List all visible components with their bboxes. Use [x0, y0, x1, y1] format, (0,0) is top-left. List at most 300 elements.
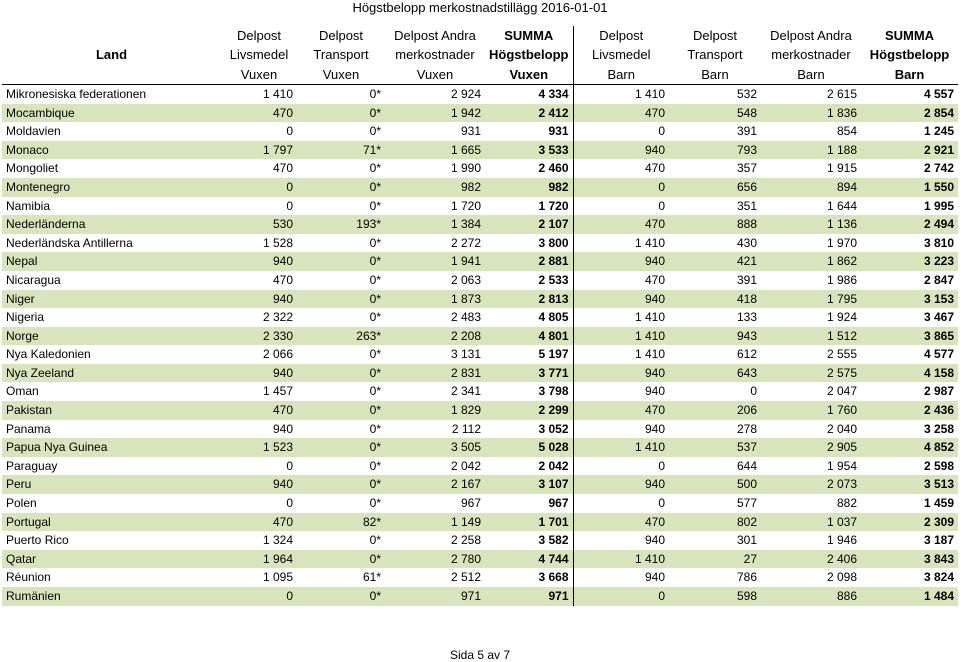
table-row: [2, 345, 958, 364]
table-row: [2, 252, 958, 271]
cell-summa-barn: 4 557: [923, 86, 954, 101]
table-row: [2, 494, 958, 513]
cell-andra-barn: 2 098: [826, 570, 857, 585]
cell-summa-vuxen: 1 720: [485, 197, 573, 216]
cell-livsmedel-barn: 1 410: [634, 347, 665, 362]
cell-transport-vuxen: 82*: [297, 513, 385, 532]
cell-transport-barn: 656: [669, 178, 761, 197]
cell-transport-barn: 351: [736, 198, 757, 213]
cell-andra-vuxen: 2 272: [450, 235, 481, 250]
cell-andra-barn: 1 970: [826, 235, 857, 250]
cell-andra-barn: 894: [761, 178, 861, 197]
cell-livsmedel-vuxen: 1 797: [221, 141, 297, 160]
header-l3: Barn: [761, 65, 861, 85]
cell-summa-barn: 2 921: [861, 141, 958, 160]
table-row: [2, 197, 958, 216]
table-body: [2, 84, 958, 605]
cell-country: Réunion: [6, 570, 51, 585]
cell-andra-barn: 1 037: [761, 513, 861, 532]
cell-livsmedel-barn: 470: [644, 272, 665, 287]
cell-transport-barn: 391: [736, 272, 757, 287]
cell-summa-vuxen: 931: [485, 122, 573, 141]
cell-summa-vuxen: 5 028: [485, 438, 573, 457]
cell-livsmedel-vuxen: 0: [286, 458, 293, 473]
cell-andra-vuxen: 1 720: [450, 198, 481, 213]
header-land: Land: [95, 47, 128, 63]
cell-transport-vuxen: 0*: [369, 272, 381, 287]
cell-country: Monaco: [2, 141, 221, 160]
cell-andra-vuxen: 2 258: [450, 533, 481, 548]
cell-country: Nepal: [2, 252, 221, 271]
cell-summa-vuxen: 2 881: [485, 252, 573, 271]
cell-transport-vuxen: 0*: [369, 161, 381, 176]
cell-summa-vuxen: 5 197: [485, 345, 573, 364]
cell-andra-barn: 1 136: [761, 215, 861, 234]
cell-livsmedel-barn: 940: [573, 290, 669, 309]
header-l2: Livsmedel: [229, 47, 289, 63]
cell-transport-vuxen: 0*: [369, 458, 381, 473]
table-row: [2, 568, 958, 587]
cell-transport-vuxen: 0*: [297, 290, 385, 309]
table-row: [2, 215, 958, 234]
cell-livsmedel-barn: 1 410: [573, 550, 669, 569]
cell-transport-vuxen: 0*: [369, 310, 381, 325]
cell-summa-vuxen: 2 412: [485, 104, 573, 123]
cell-country: Moldavien: [6, 124, 61, 139]
cell-country: Qatar: [2, 550, 221, 569]
cell-andra-barn: 854: [836, 124, 857, 139]
cell-summa-barn: 4 852: [861, 438, 958, 457]
table-row: [2, 290, 958, 309]
cell-country: Rumänien: [2, 587, 221, 606]
cell-country: Panama: [6, 421, 51, 436]
cell-livsmedel-barn: 470: [644, 161, 665, 176]
cell-andra-barn: 1 986: [826, 272, 857, 287]
cell-livsmedel-vuxen: 0: [221, 587, 297, 606]
cell-transport-barn: 500: [669, 475, 761, 494]
cell-andra-vuxen: 967: [460, 496, 481, 511]
cell-livsmedel-vuxen: 1 095: [262, 570, 293, 585]
cell-transport-vuxen: 0*: [369, 384, 381, 399]
cell-summa-vuxen: 4 334: [485, 84, 573, 103]
cell-livsmedel-vuxen: 940: [221, 475, 297, 494]
cell-transport-barn: 532: [736, 86, 757, 101]
cell-livsmedel-vuxen: 940: [221, 290, 297, 309]
cell-andra-vuxen: 2 512: [450, 570, 481, 585]
cell-livsmedel-barn: 470: [573, 104, 669, 123]
cell-andra-barn: 1 954: [826, 458, 857, 473]
cell-livsmedel-barn: 0: [573, 587, 669, 606]
cell-country: Namibia: [6, 198, 51, 213]
header-l2: merkostnader: [395, 47, 475, 63]
cell-andra-barn: 1 760: [761, 401, 861, 420]
cell-summa-vuxen: 982: [485, 178, 573, 197]
header-l1: Delpost: [599, 28, 644, 43]
cell-summa-barn: 3 187: [923, 533, 954, 548]
cell-transport-barn: 643: [669, 364, 761, 383]
cell-livsmedel-barn: 0: [573, 178, 669, 197]
cell-andra-barn: 1 795: [761, 290, 861, 309]
cell-summa-vuxen: 4 805: [485, 308, 573, 327]
cell-andra-barn: 1 644: [826, 198, 857, 213]
cell-andra-vuxen: 2 831: [385, 364, 485, 383]
cell-summa-vuxen: 2 460: [485, 159, 573, 178]
cell-country: Nya Zeeland: [2, 364, 221, 383]
cell-summa-vuxen: 967: [485, 494, 573, 513]
cell-summa-vuxen: 2 107: [485, 215, 573, 234]
cell-transport-vuxen: 0*: [369, 347, 381, 362]
cell-andra-vuxen: 1 941: [385, 252, 485, 271]
cell-summa-barn: 3 824: [923, 570, 954, 585]
cell-andra-barn: 1 924: [826, 310, 857, 325]
cell-livsmedel-vuxen: 2 066: [262, 347, 293, 362]
cell-andra-vuxen: 2 112: [451, 421, 481, 436]
cell-summa-vuxen: 3 582: [485, 531, 573, 550]
cell-andra-vuxen: 2 780: [385, 550, 485, 569]
cell-livsmedel-vuxen: 0: [286, 198, 293, 213]
cell-andra-barn: 2 615: [826, 86, 857, 101]
header-l1: Delpost: [236, 28, 282, 43]
cell-livsmedel-barn: 470: [573, 513, 669, 532]
cell-transport-vuxen: 0*: [369, 533, 381, 548]
header-l1: Delpost Andra: [770, 28, 852, 43]
header-l2: Högstbelopp: [485, 45, 573, 64]
cell-summa-vuxen: 3 533: [485, 141, 573, 160]
cell-andra-vuxen: 2 208: [385, 327, 485, 346]
cell-summa-barn: 3 467: [923, 310, 954, 325]
table-row: [2, 531, 958, 550]
cell-andra-barn: 2 555: [826, 347, 857, 362]
cell-summa-barn: 3 258: [923, 421, 954, 436]
cell-summa-barn: 2 742: [923, 161, 954, 176]
cell-livsmedel-vuxen: 940: [221, 364, 297, 383]
cell-andra-vuxen: 3 131: [450, 347, 481, 362]
header-l3: Vuxen: [221, 65, 297, 85]
cell-transport-barn: 391: [736, 124, 757, 139]
cell-summa-vuxen: 2 299: [485, 401, 573, 420]
cell-andra-barn: 1 862: [761, 252, 861, 271]
table-row: [2, 104, 958, 123]
cell-country: Nya Kaledonien: [6, 347, 91, 362]
cell-summa-barn: 1 995: [923, 198, 954, 213]
cell-summa-vuxen: 2 042: [485, 457, 573, 476]
cell-transport-barn: 27: [669, 550, 761, 569]
cell-country: Norge: [2, 327, 221, 346]
cell-andra-barn: 2 040: [826, 421, 857, 436]
cell-livsmedel-barn: 1 410: [634, 310, 665, 325]
cell-livsmedel-vuxen: 530: [221, 215, 297, 234]
table-row: [2, 364, 958, 383]
cell-transport-vuxen: 193*: [297, 215, 385, 234]
header-l1: Delpost: [318, 28, 364, 43]
cell-livsmedel-barn: 1 410: [573, 438, 669, 457]
header-land-l3: [2, 65, 221, 85]
cell-summa-barn: 1 484: [861, 587, 958, 606]
cell-andra-vuxen: 1 873: [385, 290, 485, 309]
cell-transport-vuxen: 0*: [297, 550, 385, 569]
cell-andra-vuxen: 1 384: [385, 215, 485, 234]
cell-andra-vuxen: 1 665: [385, 141, 485, 160]
cell-country: Paraguay: [6, 458, 58, 473]
cell-andra-barn: 886: [761, 587, 861, 606]
cell-livsmedel-barn: 940: [573, 475, 669, 494]
table-row: [2, 587, 958, 606]
cell-summa-barn: 2 436: [861, 401, 958, 420]
header-l1: SUMMA: [485, 26, 573, 45]
cell-transport-barn: 357: [736, 161, 757, 176]
cell-summa-vuxen: 4 801: [485, 327, 573, 346]
cell-livsmedel-vuxen: 1 410: [262, 86, 293, 101]
header-l3: Barn: [573, 65, 669, 85]
cell-andra-vuxen: 2 063: [450, 272, 481, 287]
header-l2: Livsmedel: [591, 47, 651, 63]
table-row: [2, 401, 958, 420]
table-row: [2, 550, 958, 569]
cell-livsmedel-vuxen: 940: [221, 252, 297, 271]
cell-andra-vuxen: 1 942: [385, 104, 485, 123]
table-header: [2, 26, 958, 84]
cell-livsmedel-vuxen: 470: [221, 513, 297, 532]
table-row: [2, 457, 958, 476]
header-l2: Högstbelopp: [869, 47, 950, 63]
cell-livsmedel-vuxen: 940: [272, 421, 293, 436]
cell-transport-barn: 537: [669, 438, 761, 457]
cell-transport-vuxen: 0*: [297, 178, 385, 197]
cell-livsmedel-vuxen: 2 322: [262, 310, 293, 325]
cell-country: Mongoliet: [6, 161, 59, 176]
cell-country: Mikronesiska federationen: [6, 86, 147, 101]
cell-summa-vuxen: 3 668: [485, 568, 573, 587]
cell-summa-barn: 2 598: [923, 458, 954, 473]
cell-transport-barn: 548: [669, 104, 761, 123]
cell-andra-barn: 2 905: [761, 438, 861, 457]
cell-andra-barn: 2 073: [761, 475, 861, 494]
cell-country: Polen: [6, 496, 37, 511]
header-l2: Transport: [687, 47, 743, 63]
page-number: Sida 5 av 7: [449, 648, 511, 662]
cell-summa-vuxen: 3 798: [485, 382, 573, 401]
cell-andra-vuxen: 2 483: [450, 310, 481, 325]
cell-andra-barn: 1 946: [826, 533, 857, 548]
cell-transport-vuxen: 0*: [369, 124, 381, 139]
cell-summa-barn: 4 577: [923, 347, 954, 362]
cell-transport-vuxen: 0*: [369, 198, 381, 213]
cell-transport-barn: 802: [669, 513, 761, 532]
table-row: [2, 513, 958, 532]
cell-country: Mocambique: [2, 104, 221, 123]
cell-transport-barn: 0: [750, 384, 757, 399]
cell-country: Nederländska Antillerna: [6, 235, 133, 250]
cell-livsmedel-vuxen: 470: [272, 161, 293, 176]
cell-summa-vuxen: 971: [485, 587, 573, 606]
cell-country: Nigeria: [6, 310, 45, 325]
cell-livsmedel-vuxen: 1 324: [262, 533, 293, 548]
cell-andra-vuxen: 1 149: [385, 513, 485, 532]
cell-transport-vuxen: 0*: [297, 475, 385, 494]
cell-andra-barn: 1 512: [761, 327, 861, 346]
cell-summa-vuxen: 3 107: [485, 475, 573, 494]
header-l2: merkostnader: [771, 47, 851, 63]
header-l1: Delpost: [692, 28, 738, 43]
cell-livsmedel-barn: 940: [573, 364, 669, 383]
table-row: [2, 475, 958, 494]
cell-transport-vuxen: 0*: [297, 104, 385, 123]
table-row: [2, 141, 958, 160]
cell-livsmedel-vuxen: 0: [221, 178, 297, 197]
cell-summa-barn: 1 245: [923, 124, 954, 139]
cell-summa-vuxen: 3 771: [485, 364, 573, 383]
cell-summa-barn: 3 810: [923, 235, 954, 250]
header-l3: Barn: [861, 65, 958, 85]
cell-summa-vuxen: 2 813: [485, 290, 573, 309]
cell-summa-vuxen: 3 052: [485, 420, 573, 439]
cell-livsmedel-vuxen: 470: [272, 272, 293, 287]
cell-summa-barn: 3 865: [861, 327, 958, 346]
cell-transport-vuxen: 71*: [297, 141, 385, 160]
cell-country: Montenegro: [2, 178, 221, 197]
cell-livsmedel-vuxen: 470: [221, 401, 297, 420]
cell-livsmedel-barn: 470: [573, 215, 669, 234]
table-row: [2, 159, 958, 178]
cell-summa-barn: 3 513: [861, 475, 958, 494]
cell-transport-barn: 430: [736, 235, 757, 250]
cell-andra-vuxen: 2 167: [385, 475, 485, 494]
cell-livsmedel-barn: 470: [573, 401, 669, 420]
cell-transport-barn: 793: [669, 141, 761, 160]
cell-summa-barn: 2 309: [861, 513, 958, 532]
cell-transport-barn: 278: [736, 421, 757, 436]
cell-transport-vuxen: 0*: [297, 401, 385, 420]
cell-transport-vuxen: 0*: [297, 252, 385, 271]
cell-transport-barn: 577: [736, 496, 757, 511]
cell-transport-barn: 301: [736, 533, 757, 548]
cell-transport-vuxen: 0*: [369, 421, 381, 436]
cell-andra-barn: 2 575: [761, 364, 861, 383]
cell-livsmedel-barn: 940: [644, 384, 665, 399]
header-l3: Vuxen: [385, 65, 485, 85]
cell-summa-barn: 1 459: [923, 496, 954, 511]
cell-transport-barn: 612: [736, 347, 757, 362]
cell-livsmedel-barn: 940: [644, 421, 665, 436]
cell-livsmedel-barn: 0: [658, 458, 665, 473]
cell-livsmedel-vuxen: 1 964: [221, 550, 297, 569]
cell-summa-barn: 2 854: [861, 104, 958, 123]
table-row: [2, 178, 958, 197]
header-l3: Vuxen: [297, 65, 385, 85]
cell-andra-vuxen: 982: [385, 178, 485, 197]
cell-livsmedel-barn: 940: [644, 570, 665, 585]
cell-transport-vuxen: 61*: [362, 570, 381, 585]
cell-livsmedel-barn: 1 410: [634, 86, 665, 101]
cell-transport-barn: 133: [736, 310, 757, 325]
cell-summa-barn: 3 843: [861, 550, 958, 569]
cell-livsmedel-barn: 1 410: [573, 327, 669, 346]
cell-livsmedel-vuxen: 1 528: [262, 235, 293, 250]
cell-transport-barn: 888: [669, 215, 761, 234]
cell-andra-barn: 1 836: [761, 104, 861, 123]
cell-livsmedel-barn: 940: [573, 252, 669, 271]
cell-livsmedel-barn: 0: [658, 198, 665, 213]
cell-summa-barn: 3 223: [861, 252, 958, 271]
cell-transport-vuxen: 0*: [369, 496, 381, 511]
cell-livsmedel-vuxen: 470: [221, 104, 297, 123]
rates-table: [2, 26, 958, 606]
cell-livsmedel-barn: 0: [658, 124, 665, 139]
cell-transport-barn: 598: [669, 587, 761, 606]
cell-andra-barn: 1 915: [826, 161, 857, 176]
cell-summa-vuxen: 2 533: [485, 271, 573, 290]
cell-livsmedel-barn: 1 410: [634, 235, 665, 250]
cell-country: Oman: [6, 384, 39, 399]
cell-country: Portugal: [2, 513, 221, 532]
cell-andra-vuxen: 971: [385, 587, 485, 606]
cell-andra-barn: 2 406: [761, 550, 861, 569]
cell-transport-barn: 418: [669, 290, 761, 309]
table-row: [2, 438, 958, 457]
cell-summa-barn: 3 153: [861, 290, 958, 309]
document-title: Högstbelopp merkostnadstillägg 2016-01-01: [352, 0, 608, 15]
cell-andra-vuxen: 2 924: [450, 86, 481, 101]
cell-transport-barn: 943: [669, 327, 761, 346]
cell-summa-barn: 1 550: [861, 178, 958, 197]
header-l2: Transport: [313, 47, 369, 63]
cell-transport-barn: 644: [736, 458, 757, 473]
cell-summa-vuxen: 4 744: [485, 550, 573, 569]
cell-livsmedel-vuxen: 0: [286, 496, 293, 511]
cell-summa-barn: 2 987: [923, 384, 954, 399]
cell-transport-vuxen: 263*: [297, 327, 385, 346]
cell-livsmedel-vuxen: 1 523: [221, 438, 297, 457]
cell-transport-barn: 786: [736, 570, 757, 585]
table-row: [2, 327, 958, 346]
cell-transport-vuxen: 0*: [369, 235, 381, 250]
cell-summa-barn: 4 158: [861, 364, 958, 383]
cell-andra-vuxen: 3 505: [385, 438, 485, 457]
cell-country: Papua Nya Guinea: [2, 438, 221, 457]
cell-andra-vuxen: 2 341: [450, 384, 481, 399]
cell-livsmedel-vuxen: 1 457: [262, 384, 293, 399]
cell-livsmedel-barn: 940: [573, 141, 669, 160]
cell-livsmedel-vuxen: 0: [286, 124, 293, 139]
cell-andra-vuxen: 1 829: [385, 401, 485, 420]
table-row: [2, 420, 958, 439]
cell-summa-barn: 2 847: [923, 272, 954, 287]
cell-transport-vuxen: 0*: [297, 438, 385, 457]
cell-country: Niger: [2, 290, 221, 309]
cell-transport-vuxen: 0*: [297, 587, 385, 606]
table-row: [2, 84, 958, 103]
cell-transport-barn: 206: [669, 401, 761, 420]
cell-livsmedel-barn: 940: [644, 533, 665, 548]
cell-andra-barn: 882: [836, 496, 857, 511]
cell-andra-barn: 2 047: [826, 384, 857, 399]
cell-andra-vuxen: 931: [460, 124, 481, 139]
table-row: [2, 308, 958, 327]
cell-country: Peru: [2, 475, 221, 494]
cell-transport-vuxen: 0*: [297, 364, 385, 383]
cell-summa-barn: 2 494: [861, 215, 958, 234]
cell-country: Nederländerna: [2, 215, 221, 234]
header-l1: Delpost Andra: [394, 28, 476, 43]
table-row: [2, 382, 958, 401]
cell-andra-vuxen: 2 042: [450, 458, 481, 473]
cell-transport-vuxen: 0*: [369, 86, 381, 101]
table-row: [2, 122, 958, 141]
cell-livsmedel-barn: 0: [658, 496, 665, 511]
cell-andra-vuxen: 1 990: [450, 161, 481, 176]
cell-livsmedel-vuxen: 2 330: [221, 327, 297, 346]
cell-country: Pakistan: [2, 401, 221, 420]
